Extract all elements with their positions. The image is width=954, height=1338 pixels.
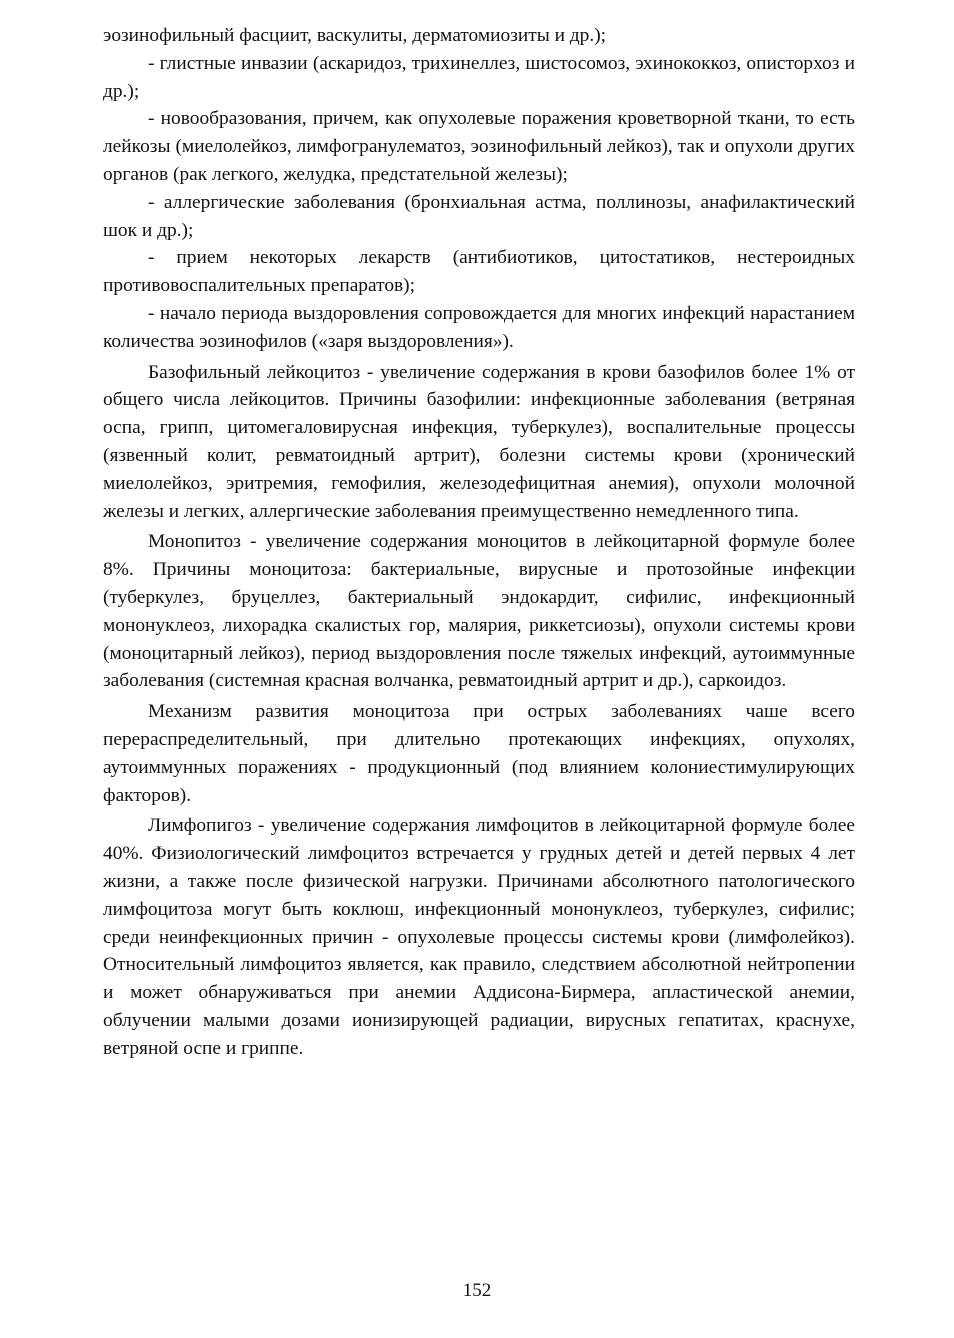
paragraph-lymphocytosis: Лимфопигоз - увеличение содержания лимфоцитов в лейкоцитарной формуле более 40%. Физиологический лимфоцитоз встречается у грудных детей и детей первых 4 лет жизни, а также после физической нагрузки. Причинами абсолютного патологического лимфоцитоза могут быть коклюш, инфекционный мононуклеоз, туберкулез, сифилис; среди неинфекционных причин - опухолевые процессы системы крови (лимфолейкоз). Относительный лимфоцитоз является, как правило, следствием абсолютной нейтропении и может обнаруживаться при анемии Аддисона-Бирмера, апластической анемии, облучении малыми дозами ионизирующей радиации, вирусных гепатитах, краснухе, ветряной оспе и гриппе.	[103, 815, 855, 1059]
paragraph-monocytosis-mechanism: Механизм развития моноцитоза при острых заболеваниях чаше всего перераспределительный, при длительно протекающих инфекциях, опухолях, аутоиммунных поражениях - продукционный (под влиянием колониестимулирующих факторов).	[103, 701, 855, 806]
paragraph-drugs: - прием некоторых лекарств (антибиотиков, цитостатиков, нестероидных противовоспалительных препаратов);	[103, 247, 855, 297]
paragraph-monocytosis: Монопитоз - увеличение содержания моноцитов в лейкоцитарной формуле более 8%. Причины моноцитоза: бактериальные, вирусные и протозойные инфекции (туберкулез, бруцеллез, бактериальный эндокардит, сифилис, инфекционный мононуклеоз, лихорадка скалистых гор, малярия, риккетсиозы), опухоли системы крови (моноцитарный лейкоз), период выздоровления после тяжелых инфекций, аутоиммунные заболевания (системная красная волчанка, ревматоидный артрит и др.), саркоидоз.	[103, 531, 855, 692]
paragraph-helminth-invasions: - глистные инвазии (аскаридоз, трихинеллез, шистосомоз, эхинококкоз, описторхоз и др.);	[103, 52, 855, 102]
paragraph-recovery: - начало периода выздоровления сопровождается для многих инфекций нарастанием количества эозинофилов («заря выздоровления»).	[103, 302, 855, 352]
document-body	[103, 22, 855, 1062]
paragraph-allergic-diseases: - аллергические заболевания (бронхиальная астма, поллинозы, анафилактический шок и др.);	[103, 191, 855, 241]
paragraph-neoplasms: - новообразования, причем, как опухолевые поражения кроветворной ткани, то есть лейкозы (миелолейкоз, лимфогранулематоз, эозинофильный лейкоз), так и опухоли других органов (рак легкого, желудка, предстательной железы);	[103, 108, 855, 185]
paragraph-eosinophilic-continuation: эозинофильный фасциит, васкулиты, дерматомиозиты и др.);	[103, 25, 607, 46]
page-number: 152	[462, 1280, 492, 1301]
paragraph-basophilic-leukocytosis: Базофильный лейкоцитоз - увеличение содержания в крови базофилов более 1% от общего числа лейкоцитов. Причины базофилии: инфекционные заболевания (ветряная оспа, грипп, цитомегаловирусная инфекция, туберкулез), воспалительные процессы (язвенный колит, ревматоидный артрит), болезни системы крови (хронический миелолейкоз, эритремия, гемофилия, железодефицитная анемия), опухоли молочной железы и легких, аллергические заболевания преимущественно немедленного типа.	[103, 361, 855, 522]
